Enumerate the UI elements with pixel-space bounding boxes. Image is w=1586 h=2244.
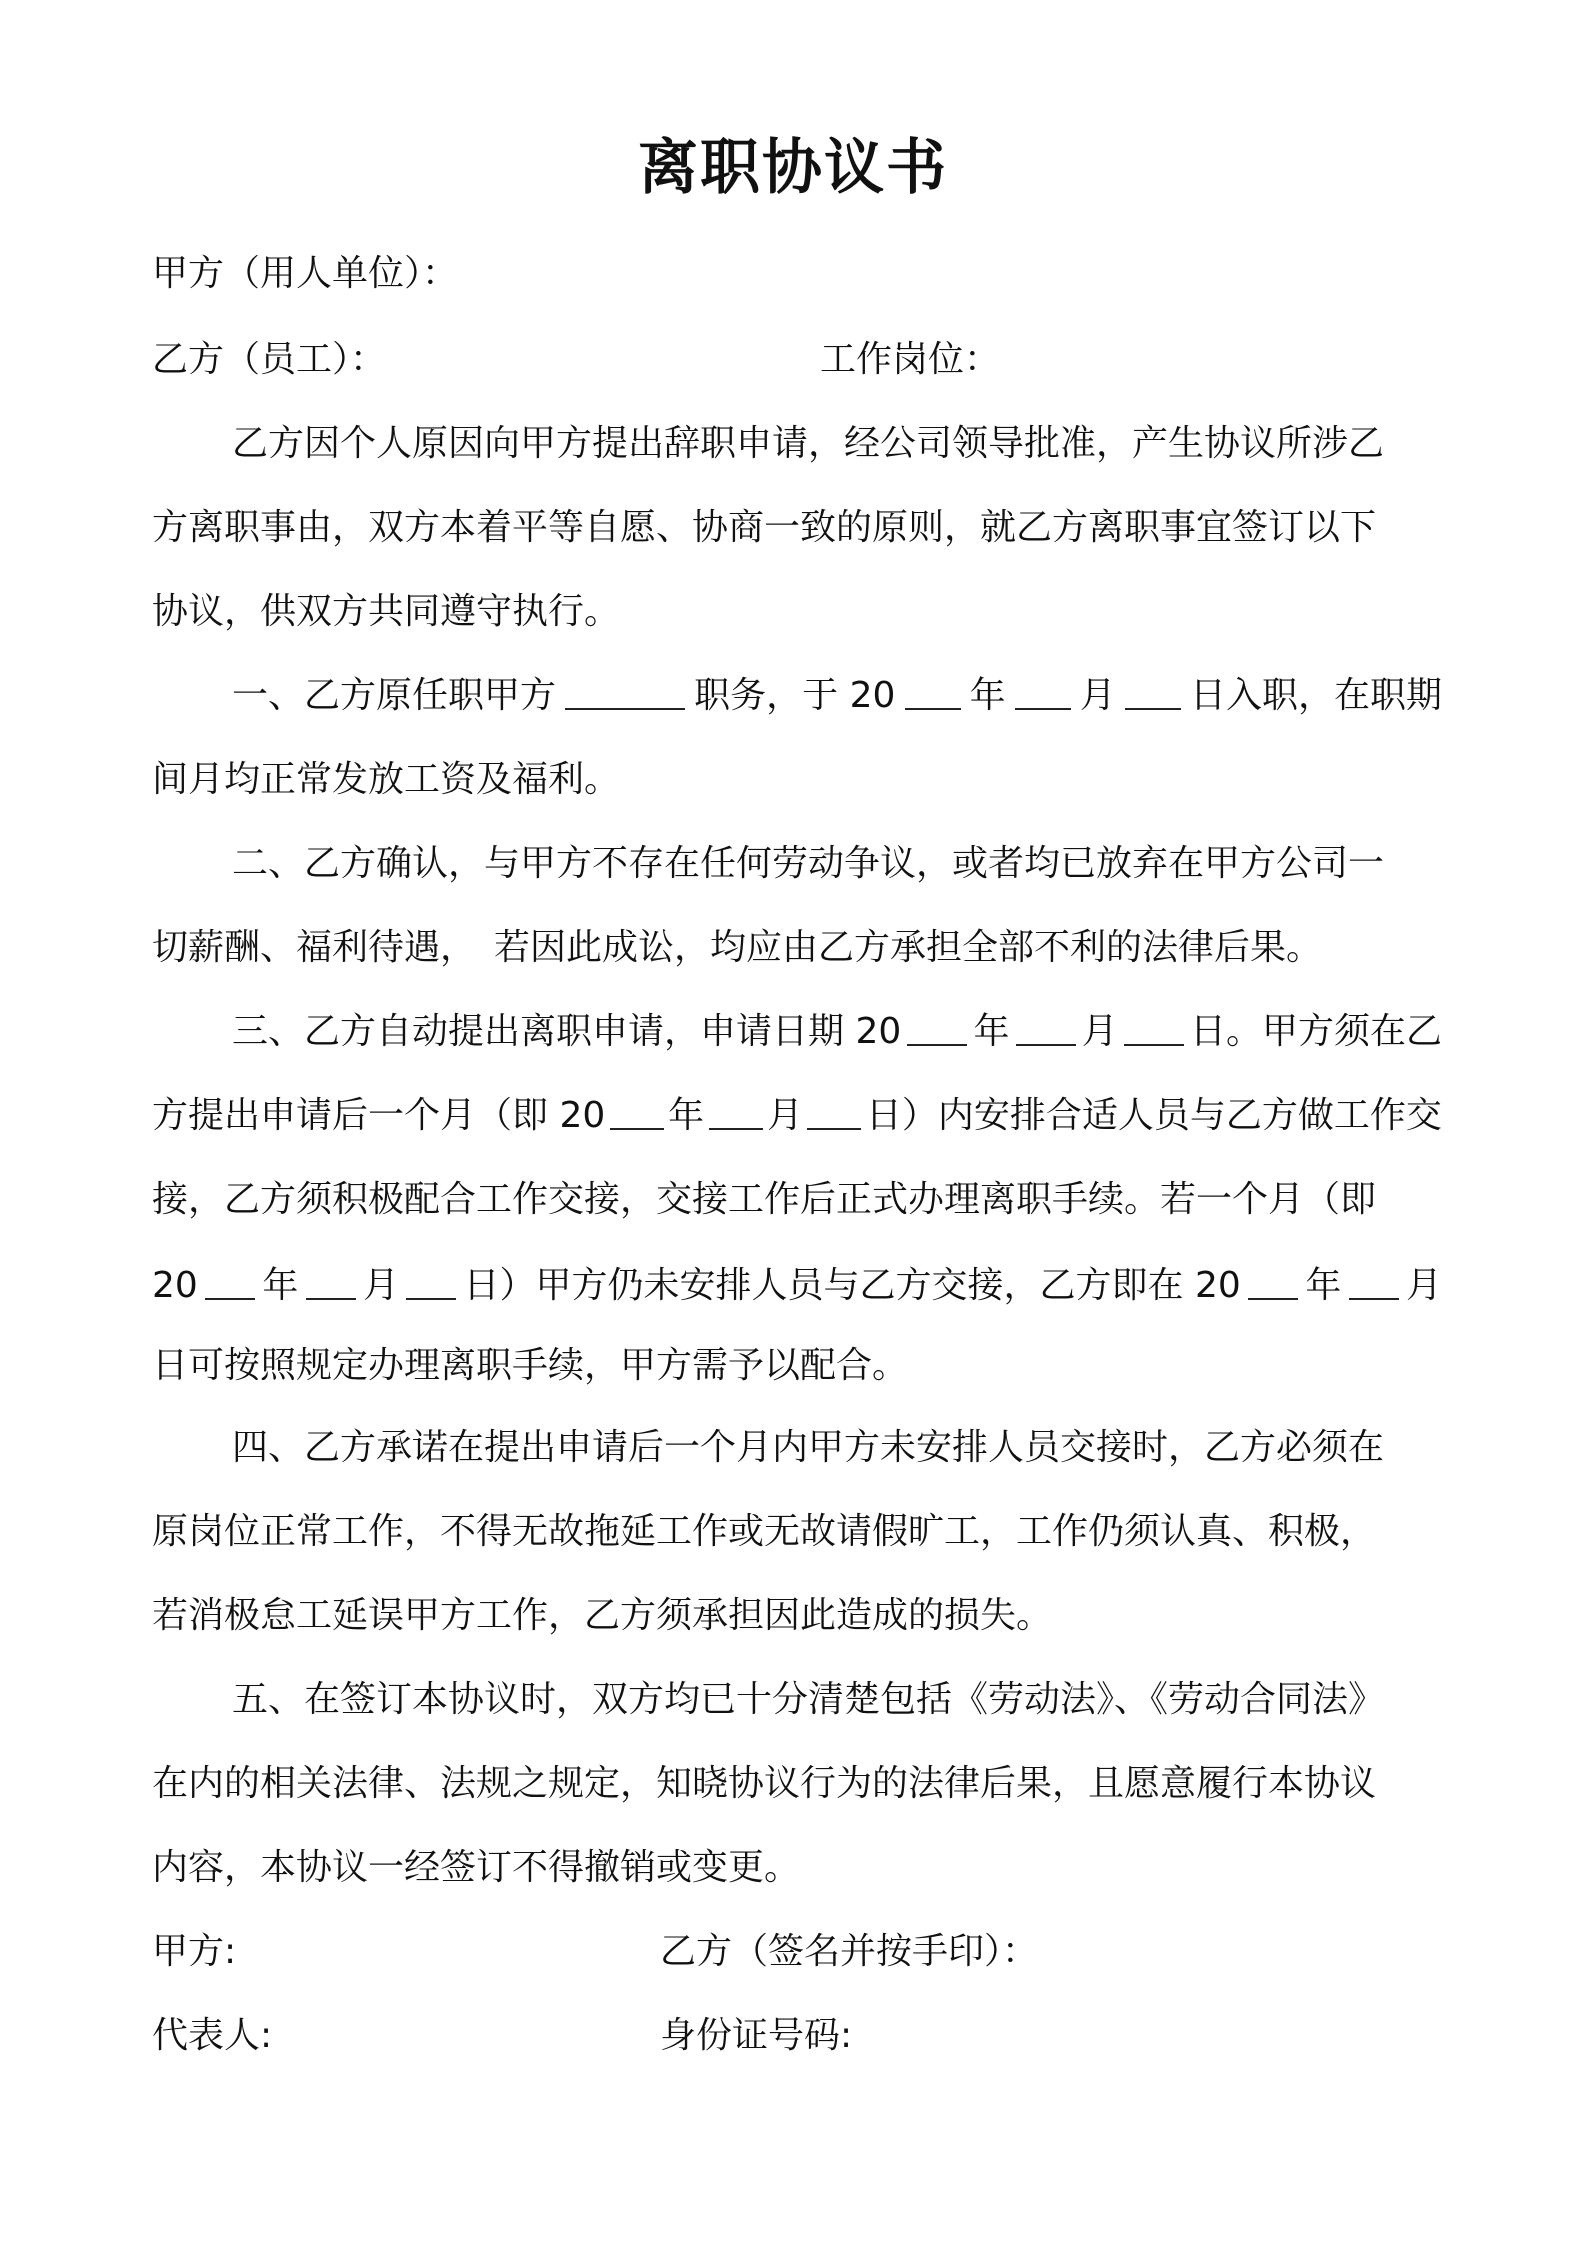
- clause1-blank-month: [1015, 672, 1071, 710]
- intro-line-1: [232, 420, 1442, 468]
- clause1-line-1: [232, 672, 1442, 720]
- clause3-line-1: [232, 1008, 1442, 1056]
- clause3-blank-month-3: [306, 1262, 356, 1300]
- clause3-blank-year-3: [205, 1262, 255, 1300]
- clause1-text-e: 日入职，在职期: [1189, 675, 1442, 716]
- clause1-blank-day: [1125, 672, 1181, 710]
- clause3-text-c: 月: [1081, 1011, 1118, 1052]
- clause4-text-3: 若消极怠工延误甲方工作，乙方须承担因此造成的损失。: [152, 1595, 1053, 1636]
- clause1-text-l2: 间月均正常发放工资及福利。: [152, 759, 621, 800]
- clause3-text-b: 年: [973, 1011, 1010, 1052]
- clause3-blank-month-2: [709, 1092, 763, 1130]
- clause3-blank-month-1: [1016, 1008, 1076, 1046]
- clause4-text-2: 原岗位正常工作，不得无故拖延工作或无故请假旷工，工作仍须认真、积极，: [152, 1511, 1377, 1552]
- clause5-text-2: 在内的相关法律、法规之规定，知晓协议行为的法律后果，且愿意履行本协议: [152, 1763, 1377, 1804]
- clause3-text-g: 月: [767, 1095, 804, 1136]
- clause1-text-c: 年: [969, 675, 1006, 716]
- signature-id-number: 身份证号码:: [660, 2015, 853, 2056]
- clause3-blank-day-1: [1124, 1008, 1184, 1046]
- clause3-text-n: 年: [1305, 1265, 1342, 1306]
- clause3-blank-month-4: [1349, 1262, 1399, 1300]
- clause3-text-e: 方提出申请后一个月（即 20: [152, 1095, 606, 1136]
- clause2-text-1: 二、乙方确认，与甲方不存在任何劳动争议，或者均已放弃在甲方公司一: [232, 843, 1385, 884]
- intro-line-3: [152, 588, 1442, 636]
- signature-party-a: 甲方:: [152, 1931, 237, 1972]
- party-a-label: 甲方（用人单位）：: [152, 253, 459, 294]
- intro-text-1: 乙方因个人原因向甲方提出辞职申请，经公司领导批准，产生协议所涉乙: [232, 423, 1385, 464]
- clause3-blank-year-1: [907, 1008, 967, 1046]
- clause4-line-3: [152, 1592, 1442, 1640]
- clause2-line-2: [152, 924, 1442, 972]
- clause5-line-2: [152, 1760, 1442, 1808]
- clause3-line-5: [152, 1342, 1442, 1390]
- clause3-line-4: [152, 1262, 1442, 1310]
- clause3-text-a: 三、乙方自动提出离职申请，申请日期 20: [232, 1011, 902, 1052]
- clause3-line-2: [152, 1092, 1442, 1140]
- clause2-line-1: [232, 840, 1442, 888]
- signature-party-b: 乙方（签名并按手印）：: [660, 1931, 1039, 1972]
- clause1-blank-position: [565, 672, 685, 710]
- signature-representative: 代表人:: [152, 2015, 273, 2056]
- clause3-line-3: [152, 1176, 1442, 1224]
- position-label: 工作岗位：: [820, 339, 1001, 380]
- clause3-text-d: 日。甲方须在乙: [1189, 1011, 1442, 1052]
- clause2-text-2: 切薪酬、福利待遇， 若因此成讼，均应由乙方承担全部不利的法律后果。: [152, 927, 1323, 968]
- clause3-blank-day-2: [807, 1092, 861, 1130]
- clause3-blank-day-3: [406, 1262, 456, 1300]
- clause3-text-h: 日）内安排合适人员与乙方做工作交: [865, 1095, 1442, 1136]
- clause3-text-f: 年: [668, 1095, 705, 1136]
- clause5-text-3: 内容，本协议一经签订不得撤销或变更。: [152, 1847, 801, 1888]
- clause3-text-k: 月: [362, 1265, 399, 1306]
- intro-line-2: [152, 504, 1442, 552]
- clause3-blank-year-2: [610, 1092, 664, 1130]
- clause3-text-l5: 日可按照规定办理离职手续，甲方需予以配合。: [152, 1345, 909, 1386]
- clause3-blank-year-4: [1248, 1262, 1298, 1300]
- clause1-text-a: 一、乙方原任职甲方: [232, 675, 557, 716]
- clause5-line-1: [232, 1676, 1442, 1724]
- clause3-text-j: 年: [262, 1265, 299, 1306]
- clause3-text-l3: 接，乙方须积极配合工作交接，交接工作后正式办理离职手续。若一个月（即: [152, 1179, 1377, 1220]
- intro-text-2: 方离职事由，双方本着平等自愿、协商一致的原则，就乙方离职事宜签订以下: [152, 507, 1377, 548]
- clause5-line-3: [152, 1844, 1442, 1892]
- clause5-text-1: 五、在签订本协议时，双方均已十分清楚包括《劳动法》、《劳动合同法》: [232, 1679, 1385, 1720]
- clause4-line-1: [232, 1424, 1442, 1472]
- clause3-text-o: 月: [1405, 1265, 1442, 1306]
- clause3-text-m: 日）甲方仍未安排人员与乙方交接，乙方即在 20: [463, 1265, 1241, 1306]
- intro-text-3: 协议，供双方共同遵守执行。: [152, 591, 621, 632]
- clause1-line-2: [152, 756, 1442, 804]
- clause1-blank-year: [905, 672, 961, 710]
- clause4-line-2: [152, 1508, 1442, 1556]
- document-title: 离职协议书: [638, 133, 948, 203]
- party-b-label: 乙方（员工）：: [152, 339, 387, 380]
- clause1-text-b: 职务，于 20: [694, 675, 896, 716]
- clause3-text-i: 20: [152, 1265, 198, 1306]
- clause1-text-d: 月: [1079, 675, 1116, 716]
- clause4-text-1: 四、乙方承诺在提出申请后一个月内甲方未安排人员交接时，乙方必须在: [232, 1427, 1385, 1468]
